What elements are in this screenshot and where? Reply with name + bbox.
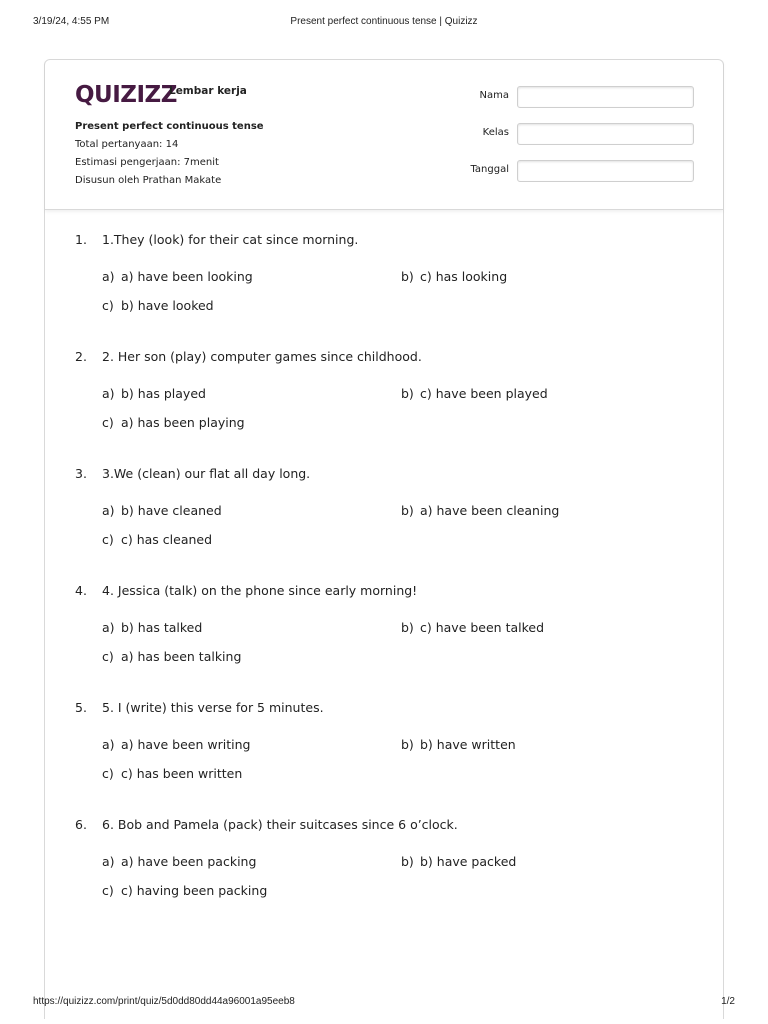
class-input[interactable]: [517, 123, 694, 145]
date-input[interactable]: [517, 160, 694, 182]
question-text: 4. Jessica (talk) on the phone since early morning!: [102, 583, 418, 598]
print-footer: [33, 996, 735, 1010]
option-b[interactable]: [401, 386, 548, 401]
option-letter: b): [401, 386, 414, 401]
option-a[interactable]: [102, 620, 202, 635]
question: [75, 817, 705, 934]
option-text: b) have written: [420, 737, 516, 752]
option-b[interactable]: [401, 503, 559, 518]
quiz-info: [75, 118, 264, 190]
option-c[interactable]: [102, 415, 245, 430]
option-text: b) have looked: [121, 298, 214, 313]
option-letter: b): [401, 854, 414, 869]
option-c[interactable]: [102, 298, 214, 313]
worksheet-label: Lembar kerja: [169, 85, 247, 97]
quizizz-logo-mark: [75, 79, 177, 108]
option-c[interactable]: [102, 532, 212, 547]
worksheet-header: [45, 60, 723, 210]
option-text: c) have been played: [420, 386, 548, 401]
class-label: Kelas: [482, 127, 509, 138]
option-text: b) has played: [121, 386, 206, 401]
question: [75, 349, 705, 466]
option-letter: a): [102, 269, 115, 284]
class-field: [445, 123, 695, 145]
quiz-title: Present perfect continuous tense: [75, 121, 264, 132]
option-text: a) have been looking: [121, 269, 253, 284]
option-text: c) have been talked: [420, 620, 545, 635]
question-text: 1.They (look) for their cat since morning.: [102, 232, 359, 247]
option-b[interactable]: [401, 269, 507, 284]
print-date: 3/19/24, 4:55 PM: [33, 16, 110, 27]
quiz-author: Disusun oleh Prathan Makate: [75, 175, 222, 186]
question-number: 2.: [75, 349, 87, 364]
date-field: [445, 160, 695, 182]
question-text: 6. Bob and Pamela (pack) their suitcases since 6 o’clock.: [102, 817, 458, 832]
option-letter: a): [102, 854, 115, 869]
option-text: a) have been cleaning: [420, 503, 560, 518]
name-label: Nama: [479, 90, 509, 101]
option-letter: a): [102, 503, 115, 518]
question-number: 6.: [75, 817, 87, 832]
question-text: 5. I (write) this verse for 5 minutes.: [102, 700, 324, 715]
option-text: b) have cleaned: [121, 503, 222, 518]
question-text: 2. Her son (play) computer games since childhood.: [102, 349, 422, 364]
option-letter: c): [102, 649, 114, 664]
option-a[interactable]: [102, 503, 222, 518]
option-letter: b): [401, 620, 414, 635]
question-number: 5.: [75, 700, 87, 715]
option-text: a) has been playing: [121, 415, 245, 430]
option-a[interactable]: [102, 854, 256, 869]
option-letter: b): [401, 503, 414, 518]
print-header: [33, 16, 735, 30]
print-title: Present perfect continuous tense | Quizizz: [290, 16, 478, 27]
name-input[interactable]: [517, 86, 694, 108]
option-text: b) has talked: [121, 620, 203, 635]
option-a[interactable]: [102, 737, 250, 752]
print-url: https://quizizz.com/print/quiz/5d0dd80dd44a96001a95eeb8: [33, 996, 295, 1007]
option-letter: a): [102, 386, 115, 401]
date-label: Tanggal: [470, 164, 509, 175]
option-text: c) has cleaned: [121, 532, 213, 547]
option-b[interactable]: [401, 737, 516, 752]
question: [75, 700, 705, 817]
option-text: c) having been packing: [121, 883, 268, 898]
option-letter: c): [102, 415, 114, 430]
question: [75, 583, 705, 700]
option-c[interactable]: [102, 766, 242, 781]
quiz-total: Total pertanyaan: 14: [75, 139, 179, 150]
option-b[interactable]: [401, 854, 516, 869]
option-b[interactable]: [401, 620, 544, 635]
page-number: 1/2: [721, 996, 735, 1007]
option-text: a) has been talking: [121, 649, 242, 664]
question-number: 4.: [75, 583, 87, 598]
option-text: a) have been packing: [121, 854, 257, 869]
question: [75, 466, 705, 583]
name-field: [445, 86, 695, 108]
option-c[interactable]: [102, 649, 241, 664]
option-a[interactable]: [102, 386, 206, 401]
question-text: 3.We (clean) our flat all day long.: [102, 466, 311, 481]
quizizz-logo: [75, 79, 177, 108]
option-letter: a): [102, 737, 115, 752]
option-text: c) has looking: [420, 269, 508, 284]
option-letter: c): [102, 532, 114, 547]
option-a[interactable]: [102, 269, 253, 284]
question-number: 3.: [75, 466, 87, 481]
question: [75, 232, 705, 349]
option-c[interactable]: [102, 883, 267, 898]
option-text: c) has been written: [121, 766, 243, 781]
option-text: a) have been writing: [121, 737, 251, 752]
option-letter: b): [401, 737, 414, 752]
option-text: b) have packed: [420, 854, 517, 869]
logo-text: QUIZIZZ: [75, 82, 177, 108]
option-letter: a): [102, 620, 115, 635]
quiz-estimate: Estimasi pengerjaan: 7menit: [75, 157, 219, 168]
question-list: [75, 232, 705, 934]
question-number: 1.: [75, 232, 87, 247]
option-letter: c): [102, 883, 114, 898]
option-letter: b): [401, 269, 414, 284]
option-letter: c): [102, 766, 114, 781]
option-letter: c): [102, 298, 114, 313]
